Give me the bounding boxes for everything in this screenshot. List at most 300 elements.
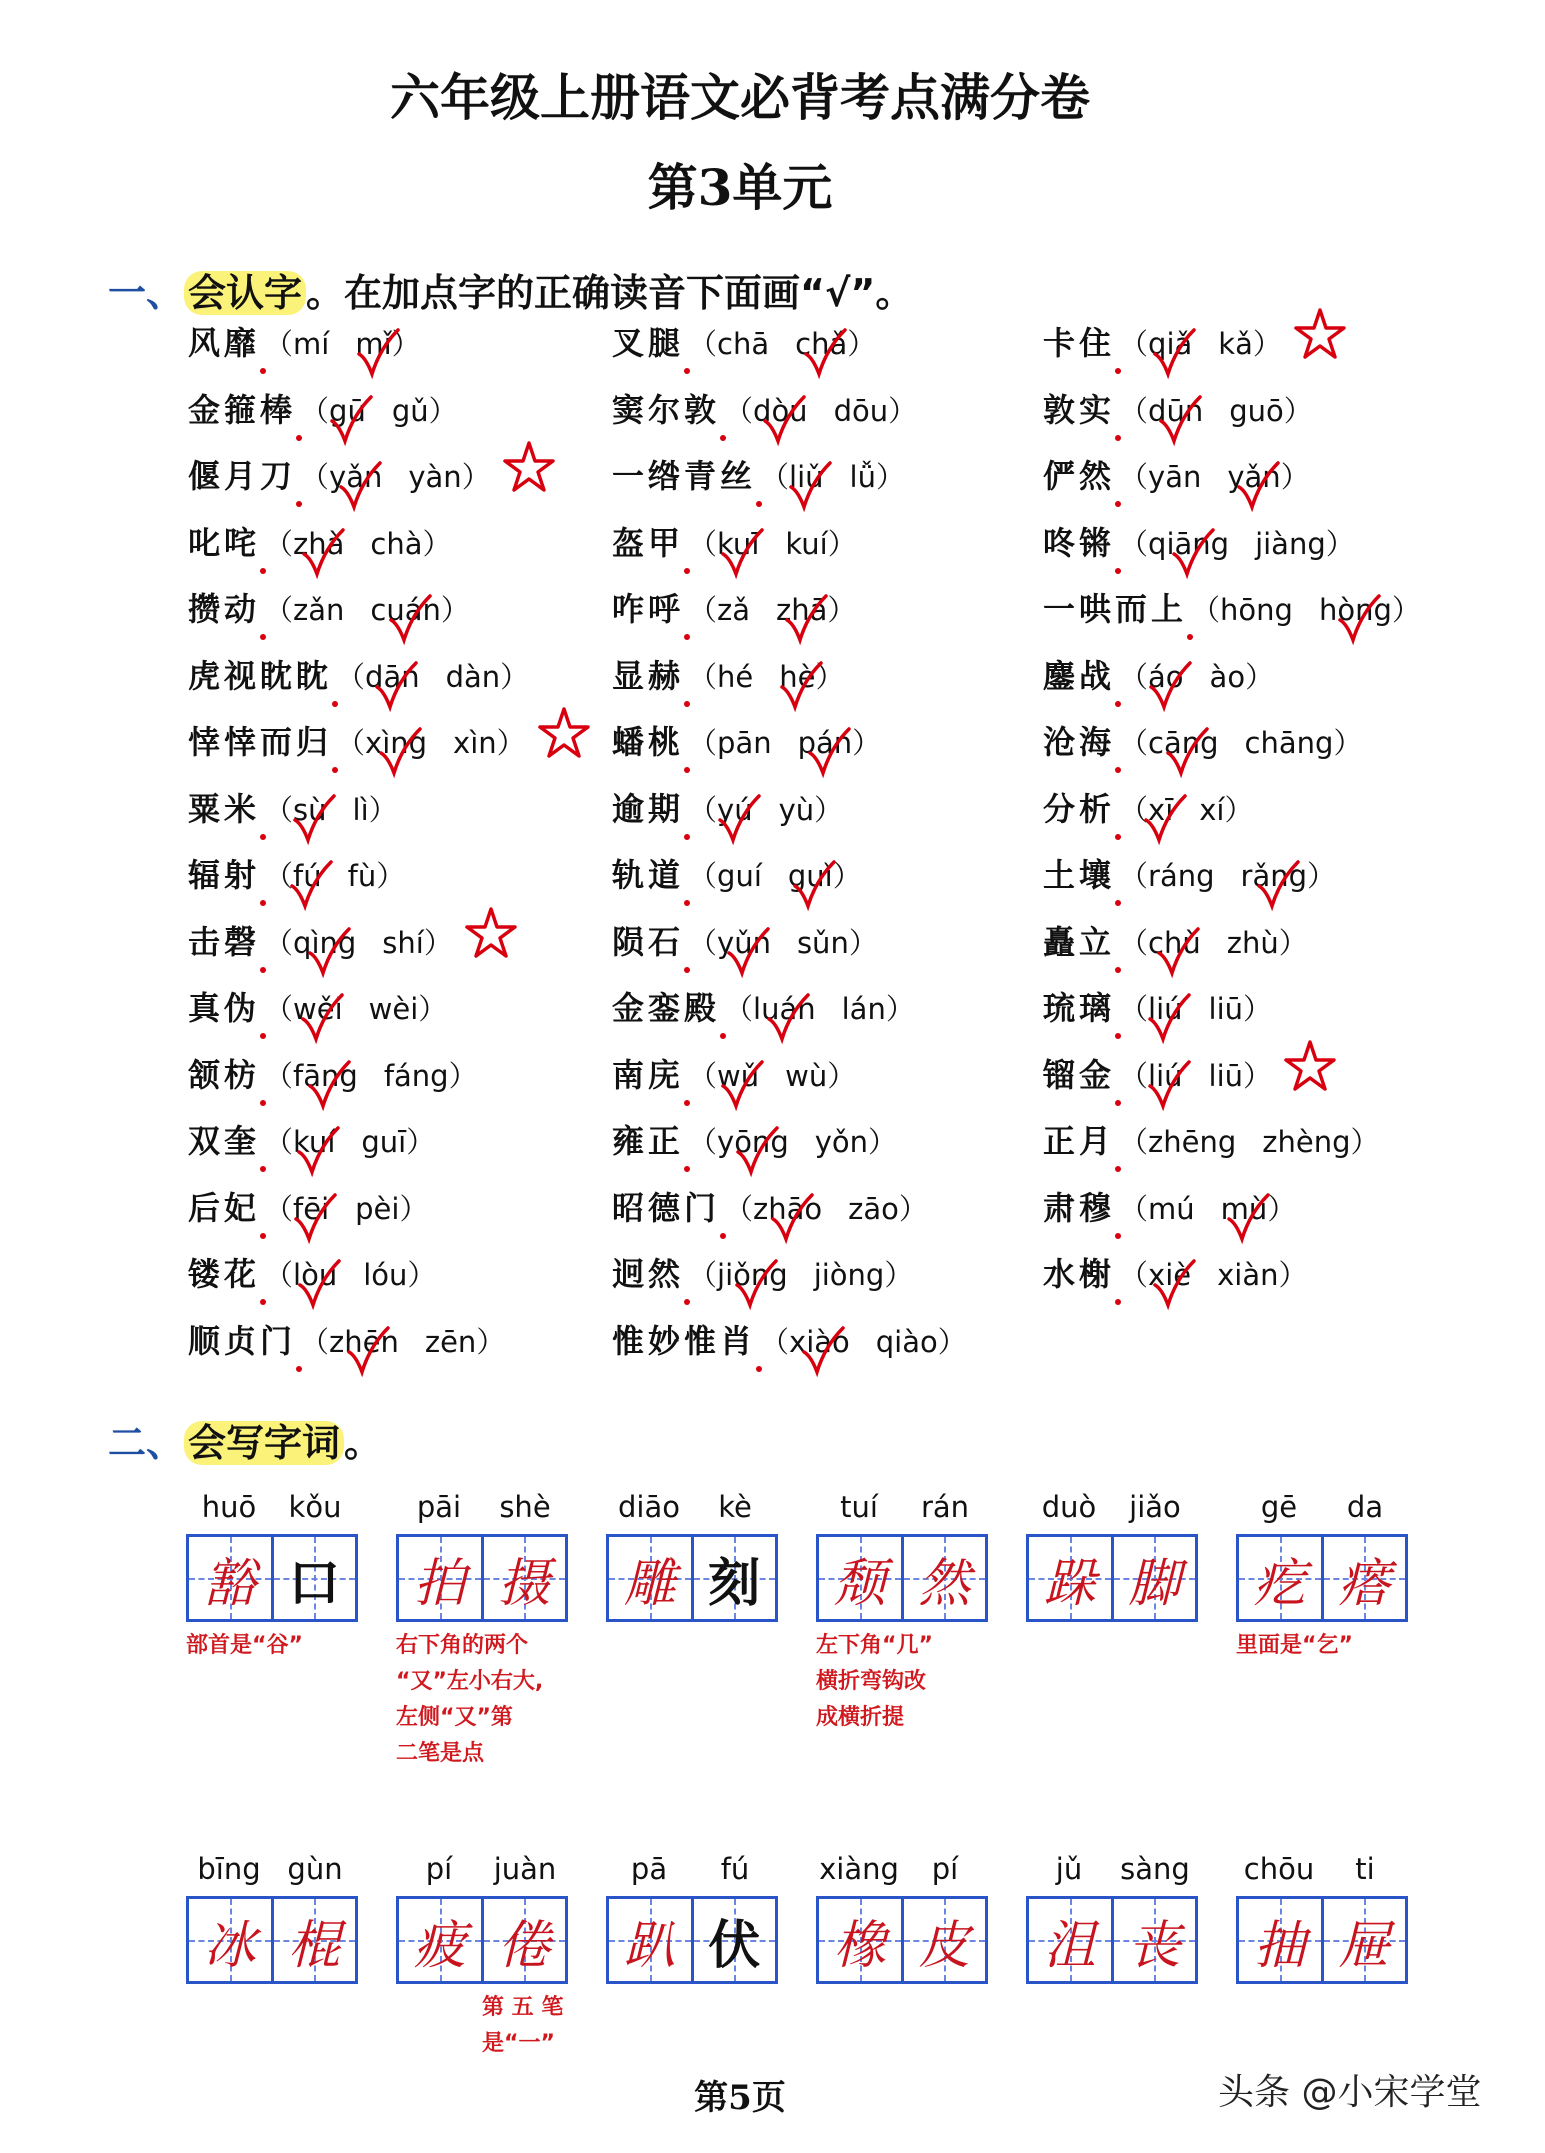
pinyin-option: chǎ [795,327,848,361]
pinyin-options: （cāng chāng） [1119,726,1363,760]
check-mark-icon [356,328,400,378]
word-box [1026,1852,1198,1984]
character-cell [1029,1899,1111,1981]
check-mark-icon [1165,727,1209,777]
check-mark-icon [770,1193,814,1243]
check-mark-icon [1171,528,1215,578]
hint-note: 第 五 笔 是“一” [482,1995,564,2056]
star-icon [501,439,557,495]
pinyin-option: yù [778,792,815,827]
handwritten-character: 瘩 [1338,1553,1391,1614]
pinyin-option: cāng [1148,726,1219,760]
printed-character: 口 [288,1552,341,1614]
tianzige-grid [396,1896,568,1984]
pinyin-option: chāng [1244,726,1334,760]
word-box [186,1852,358,1984]
word-pinyin [1236,1852,1408,1896]
reading-word: 咋呼 [612,584,684,630]
pinyin-option: gū [329,393,366,428]
emphasis-dot [1115,368,1121,374]
pinyin-option: ráng [1148,859,1215,893]
character-cell [819,1899,901,1981]
reading-item [612,318,1032,385]
pinyin-option: gǔ [391,393,429,428]
reading-item [612,917,1032,984]
pinyin-option: fáng [383,1058,449,1093]
tianzige-grid [1026,1896,1198,1984]
pinyin-option: hé [717,659,754,694]
check-mark-icon [289,860,333,910]
reading-word: 击磬 [188,917,260,963]
tianzige-grid [1236,1896,1408,1984]
reading-column [188,318,608,1382]
character-cell [189,1537,271,1619]
pinyin-syllable: diāo [618,1490,680,1524]
pinyin-options: （jiǒng jiòng） [688,1258,914,1292]
pinyin-option: dōu [833,393,889,428]
check-mark-icon [1256,860,1300,910]
reading-word: 双奎 [188,1116,260,1162]
pinyin-option: liǔ [789,460,824,494]
check-mark-icon [1148,661,1192,711]
emphasis-dot [756,1366,762,1372]
reading-word: 南庑 [612,1050,684,1096]
emphasis-dot [332,767,338,773]
reading-item [1043,518,1463,585]
page-title: 六年级上册语文必背考点满分卷 [390,68,1090,127]
pinyin-option: xìng [365,726,428,760]
emphasis-dot [1115,834,1121,840]
pinyin-option: wèi [368,992,419,1026]
reading-word: 顺贞门 [188,1316,296,1362]
pinyin-options: （fāng fáng） [264,1058,478,1093]
pinyin-option: hōng [1220,593,1293,627]
check-mark-icon [1337,594,1381,644]
emphasis-dot [684,368,690,374]
pinyin-syllable: fú [720,1852,750,1886]
reading-item [612,717,1032,784]
star-icon [463,905,519,961]
pinyin-option: dān [365,659,420,694]
pinyin-option: wǔ [717,1058,760,1093]
word-box [396,1852,568,2062]
pinyin-option: zhā [776,593,828,627]
pinyin-option: zǎ [717,593,751,627]
page-number: 第5页 [694,2078,786,2118]
pinyin-option: yàn [408,460,462,494]
tianzige-grid [816,1896,988,1984]
pinyin-option: kuí [293,1125,336,1159]
pinyin-options: （zhāo zāo） [724,1191,928,1226]
pinyin-syllable: gùn [287,1852,343,1886]
reading-item [1043,385,1463,452]
pinyin-option: liū [1208,1058,1244,1093]
printed-character: 伏 [708,1914,761,1976]
word-pinyin [186,1852,358,1896]
check-mark-icon [1147,1060,1191,1110]
word-pinyin [816,1490,988,1534]
pinyin-option: zhù [1226,925,1279,960]
reading-item [612,1316,1032,1383]
reading-item [1043,917,1463,984]
reading-word: 显赫 [612,651,684,697]
reading-item [188,850,608,917]
pinyin-option: kuī [717,526,760,561]
pinyin-options: （qiǎ kǎ） [1119,327,1282,361]
pinyin-syllable: kè [718,1490,752,1524]
check-mark-icon [297,1259,341,1309]
reading-word: 颔枋 [188,1050,260,1096]
pinyin-option: mù [1220,1191,1268,1226]
emphasis-dot [260,1100,266,1106]
emphasis-dot [260,967,266,973]
pinyin-options: （mú mù） [1119,1191,1297,1226]
pinyin-syllable: jiǎo [1129,1490,1181,1524]
pinyin-option: xí [1199,792,1225,827]
tianzige-grid [816,1534,988,1622]
reading-item [188,1116,608,1183]
emphasis-dot [260,1299,266,1305]
reading-item [612,518,1032,585]
reading-word: 分析 [1043,784,1115,830]
word-box [816,1490,988,1736]
pinyin-option: mí [293,327,330,361]
check-mark-icon [726,927,770,977]
reading-item [1043,1183,1463,1250]
emphasis-dot [1115,501,1121,507]
pinyin-option: jiòng [813,1258,885,1292]
reading-word: 真伪 [188,983,260,1029]
emphasis-dot [296,435,302,441]
pinyin-option: chā [717,327,770,361]
unit-subtitle: 第3单元 [647,158,833,217]
word-box [606,1852,778,1984]
reading-column [1043,318,1463,1316]
character-cell [1239,1899,1321,1981]
handwritten-character: 屉 [1338,1915,1391,1976]
emphasis-dot [260,634,266,640]
emphasis-dot [756,501,762,507]
pinyin-option: pèi [355,1191,400,1226]
reading-word: 鏖战 [1043,651,1115,697]
pinyin-option: xiào [789,1324,850,1359]
emphasis-dot [260,834,266,840]
pinyin-option: xī [1148,792,1174,827]
reading-item [1043,451,1463,518]
character-cell [901,1537,986,1619]
reading-word: 金箍棒 [188,385,296,431]
character-cell [399,1899,481,1981]
check-mark-icon [329,395,373,445]
pinyin-option: jiǒng [717,1258,788,1292]
reading-item [188,1183,608,1250]
pinyin-option: chà [370,526,423,561]
tianzige-grid [396,1534,568,1622]
check-mark-icon [388,594,432,644]
handwritten-character: 沮 [1043,1915,1096,1976]
character-cell [691,1899,776,1981]
reading-word: 轨道 [612,850,684,896]
emphasis-dot [684,1166,690,1172]
emphasis-dot [260,368,266,374]
check-mark-icon [338,461,382,511]
pinyin-option: zhà [293,526,345,561]
reading-item [612,1116,1032,1183]
reading-item [612,584,1032,651]
check-mark-icon [720,528,764,578]
reading-item [188,983,608,1050]
pinyin-options: （wěi wèi） [264,992,448,1026]
pinyin-option: yōng [717,1125,789,1159]
star-icon [536,705,592,761]
emphasis-dot [684,701,690,707]
pinyin-options: （wǔ wù） [688,1058,857,1093]
check-mark-icon [1236,461,1280,511]
emphasis-dot [1115,900,1121,906]
word-box [186,1490,358,1664]
reading-word: 正月 [1043,1116,1115,1162]
hint-note: 右下角的两个 “又”左小右大, 左侧“又”第 二笔是点 [396,1633,544,1766]
emphasis-dot [684,834,690,840]
word-box [606,1490,778,1622]
reading-item [612,651,1032,718]
emphasis-dot [260,1233,266,1239]
pinyin-syllable: kǒu [288,1490,342,1524]
pinyin-options: （lòu lóu） [264,1258,437,1292]
pinyin-option: fēi [293,1191,330,1226]
pinyin-option: guǐ [787,859,833,893]
pinyin-option: shí [382,925,424,960]
character-cell [1321,1899,1406,1981]
character-cell [1321,1537,1406,1619]
reading-word: 咚锵 [1043,518,1115,564]
reading-word: 叱咤 [188,518,260,564]
pinyin-option: mǐ [355,327,392,361]
reading-item [612,1183,1032,1250]
emphasis-dot [1115,1233,1121,1239]
reading-item [188,917,608,984]
character-cell [271,1899,356,1981]
pinyin-options: （qìng shí） [264,925,453,960]
pinyin-option: jiàng [1255,526,1326,561]
pinyin-option: lǚ [849,460,876,494]
pinyin-syllable: juàn [493,1852,557,1886]
tianzige-grid [606,1896,778,1984]
reading-word: 琉璃 [1043,983,1115,1029]
reading-word: 陨石 [612,917,684,963]
pinyin-option: yǎn [329,460,383,494]
pinyin-options: （hōng hòng） [1191,593,1421,627]
emphasis-dot [1115,967,1121,973]
reading-word: 卡住 [1043,318,1115,364]
pinyin-option: yú [717,792,753,827]
pinyin-syllable: xiàng [819,1852,899,1886]
pinyin-options: （sù lì） [264,792,398,827]
emphasis-dot [332,701,338,707]
handwritten-character: 橡 [833,1915,886,1976]
check-mark-icon [784,594,828,644]
pinyin-option: sǔn [796,925,849,960]
pinyin-options: （luán lán） [724,992,915,1026]
reading-item [1043,1116,1463,1183]
handwritten-character: 然 [918,1553,971,1614]
pinyin-options: （fú fù） [264,859,406,893]
check-mark-icon [378,727,422,777]
pinyin-option: dòu [753,393,808,428]
check-mark-icon [717,794,761,844]
pinyin-options: （zhà chà） [264,526,452,561]
pinyin-option: sù [293,792,327,827]
emphasis-dot [720,435,726,441]
pinyin-options: （xiè xiàn） [1119,1258,1308,1292]
word-box [1236,1490,1408,1664]
section-1-heading [108,262,913,317]
character-cell [1111,1899,1196,1981]
check-mark-icon [292,794,336,844]
pinyin-syllable: da [1346,1490,1384,1524]
reading-word: 后妃 [188,1183,260,1229]
handwritten-character: 皮 [918,1915,971,1976]
pinyin-option: lì [352,792,369,827]
check-mark-icon [1158,395,1202,445]
pinyin-option: lán [841,992,886,1026]
pinyin-options: （pān pán） [688,726,882,760]
tianzige-grid [186,1534,358,1622]
pinyin-option: pān [717,726,772,760]
section-1-number: 一、 [108,271,185,315]
pinyin-options: （gū gǔ） [300,393,458,428]
watermark: 头条 @小宋学堂 [1218,2072,1482,2113]
check-mark-icon [293,1193,337,1243]
tianzige-grid [1026,1534,1198,1622]
check-mark-icon [1156,927,1200,977]
reading-item [1043,318,1463,385]
handwritten-character: 拍 [413,1553,466,1614]
hint-note: 部首是“谷” [186,1633,303,1658]
character-cell [481,1899,566,1981]
word-pinyin [606,1490,778,1534]
word-pinyin [1236,1490,1408,1534]
section-1-highlight: 会认字 [184,271,306,315]
reading-word: 辐射 [188,850,260,896]
reading-word: 水榭 [1043,1249,1115,1295]
reading-word: 一哄而上 [1043,584,1187,630]
pinyin-syllable: pí [931,1852,959,1886]
check-mark-icon [807,727,851,777]
pinyin-options: （yōng yǒn） [688,1125,898,1159]
emphasis-dot [684,1299,690,1305]
reading-word: 雍正 [612,1116,684,1162]
reading-item [188,451,608,518]
reading-word: 镂花 [188,1249,260,1295]
pinyin-option: liū [1208,992,1244,1026]
section-2-text: 。 [344,1421,383,1465]
handwritten-character: 倦 [498,1915,551,1976]
pinyin-option: dūn [1148,393,1204,428]
reading-word: 肃穆 [1043,1183,1115,1229]
reading-word: 粟米 [188,784,260,830]
reading-item [1043,1050,1463,1117]
pinyin-option: fú [293,859,322,893]
check-mark-icon [766,993,810,1043]
pinyin-options: （chā chǎ） [688,327,877,361]
pinyin-syllable: rán [920,1490,970,1524]
word-pinyin [186,1490,358,1534]
tianzige-grid [1236,1534,1408,1622]
character-cell [271,1537,356,1619]
emphasis-dot [1115,435,1121,441]
pinyin-option: xìn [453,726,497,760]
check-mark-icon [792,860,836,910]
pinyin-option: kuí [785,526,828,561]
check-mark-icon [720,1060,764,1110]
pinyin-option: hè [779,659,816,694]
pinyin-option: xiè [1148,1258,1192,1292]
reading-item [188,518,608,585]
pinyin-option: zhēng [1148,1125,1237,1159]
reading-word: 一绺青丝 [612,451,756,497]
pinyin-option: pán [797,726,853,760]
check-mark-icon [300,993,344,1043]
reading-item [612,1249,1032,1316]
word-box [396,1490,568,1772]
reading-word: 沧海 [1043,717,1115,763]
emphasis-dot [1115,1100,1121,1106]
pinyin-options: （yān yǎn） [1119,460,1310,494]
word-pinyin [1026,1490,1198,1534]
character-cell [399,1537,481,1619]
pinyin-option: lòu [293,1258,338,1292]
tianzige-grid [606,1534,778,1622]
reading-item [188,784,608,851]
emphasis-dot [260,1033,266,1039]
emphasis-dot [1187,634,1193,640]
pinyin-syllable: jǔ [1055,1852,1083,1886]
pinyin-option: lóu [363,1258,408,1292]
reading-word: 风靡 [188,318,260,364]
emphasis-dot [260,568,266,574]
pinyin-option: liú [1148,1058,1183,1093]
handwritten-character: 冰 [203,1915,256,1976]
pinyin-syllable: gē [1260,1490,1298,1524]
section-1-text: 。在加点字的正确读音下面画“√”。 [306,271,914,315]
pinyin-options: （ráng rǎng） [1119,859,1337,893]
pinyin-syllable: huō [201,1490,257,1524]
pinyin-options: （kuí guī） [264,1125,436,1159]
hint-note: 里面是“乞” [1236,1633,1353,1658]
pinyin-options: （dòu dōu） [724,393,918,428]
character-cell [1239,1537,1321,1619]
check-mark-icon [307,1060,351,1110]
reading-item [188,717,608,784]
word-pinyin [396,1490,568,1534]
reading-word: 攒动 [188,584,260,630]
emphasis-dot [684,767,690,773]
hint-note: 左下角“几” 横折弯钩改 成横折提 [816,1633,933,1730]
pinyin-option: ào [1209,659,1246,694]
check-mark-icon [788,461,832,511]
reading-word: 窦尔敦 [612,385,720,431]
reading-item [1043,1249,1463,1316]
reading-word: 虎视眈眈 [188,651,332,697]
pinyin-options: （xìng xìn） [336,726,526,760]
pinyin-syllable: ti [1355,1852,1375,1886]
reading-word: 矗立 [1043,917,1115,963]
reading-word: 金銮殿 [612,983,720,1029]
pinyin-option: xiàn [1217,1258,1279,1292]
check-mark-icon [734,1259,778,1309]
check-mark-icon [1147,993,1191,1043]
